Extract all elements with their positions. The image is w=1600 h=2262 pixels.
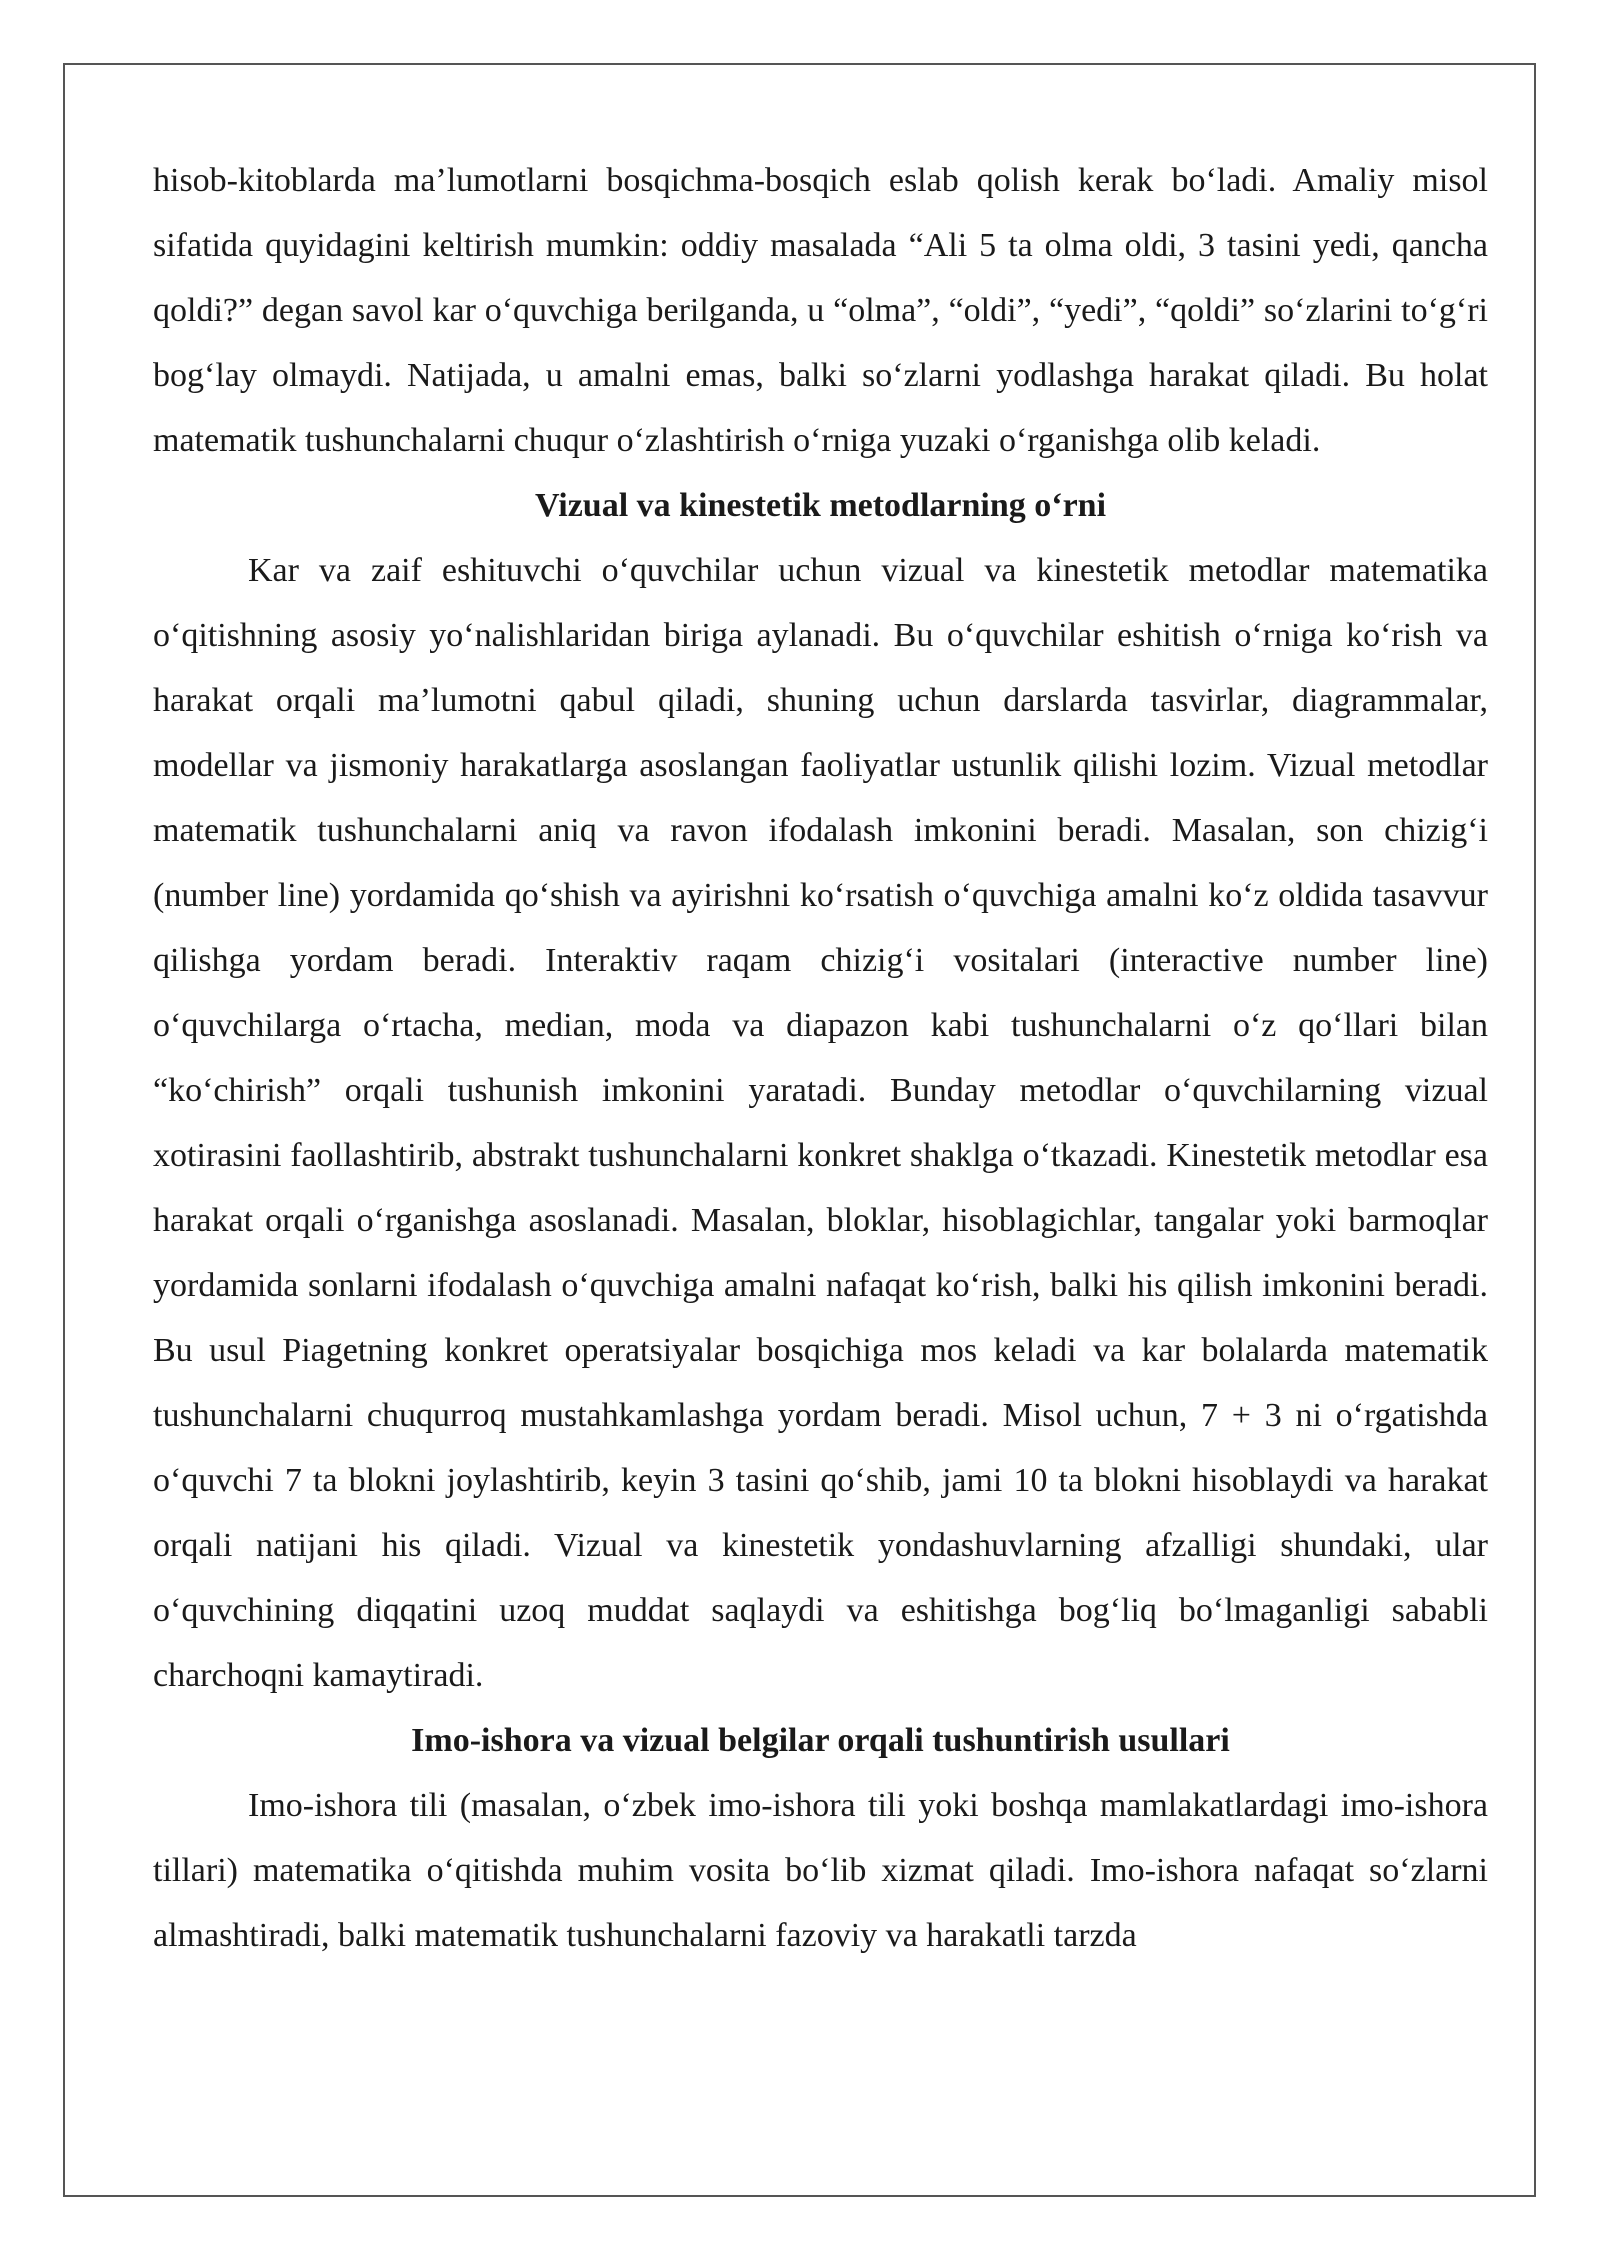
paragraph-continuation: hisob-kitoblarda ma’lumotlarni bosqichma-bosqich eslab qolish kerak bo‘ladi. Amaliy misol sifatida quyidagini keltirish mumkin: oddiy masalada “Ali 5 ta olma oldi, 3 tasini yedi, qancha qoldi?” degan savol kar o‘quvchiga berilganda, u “olma”, “oldi”, “yedi”, “qoldi” so‘zlarini to‘g‘ri bog‘lay olmaydi. Natijada, u amalni emas, balki so‘zlarni yodlashga harakat qiladi. Bu holat matematik tushunchalarni chuqur o‘zlashtirish o‘rniga yuzaki o‘rganishga olib keladi. <box>153 162 1488 459</box>
section-heading-sign-language: Imo-ishora va vizual belgilar orqali tushuntirish usullari <box>411 1722 1230 1759</box>
document-body <box>153 148 1488 1968</box>
paragraph-visual-kinesthetic: Kar va zaif eshituvchi o‘quvchilar uchun vizual va kinestetik metodlar matematika o‘qitishning asosiy yo‘nalishlaridan biriga aylanadi. Bu o‘quvchilar eshitish o‘rniga ko‘rish va harakat orqali ma’lumotni qabul qiladi, shuning uchun darslarda tasvirlar, diagrammalar, modellar va jismoniy harakatlarga asoslangan faoliyatlar ustunlik qilishi lozim. Vizual metodlar matematik tushunchalarni aniq va ravon ifodalash imkonini beradi. Masalan, son chizig‘i (number line) yordamida qo‘shish va ayirishni ko‘rsatish o‘quvchiga amalni ko‘z oldida tasavvur qilishga yordam beradi. Interaktiv raqam chizig‘i vositalari (interactive number line) o‘quvchilarga o‘rtacha, median, moda va diapazon kabi tushunchalarni o‘z qo‘llari bilan “ko‘chirish” orqali tushunish imkonini yaratadi. Bunday metodlar o‘quvchilarning vizual xotirasini faollashtirib, abstrakt tushunchalarni konkret shaklga o‘tkazadi. Kinestetik metodlar esa harakat orqali o‘rganishga asoslanadi. Masalan, bloklar, hisoblagichlar, tangalar yoki barmoqlar yordamida sonlarni ifodalash o‘quvchiga amalni nafaqat ko‘rish, balki his qilish imkonini beradi. Bu usul Piagetning konkret operatsiyalar bosqichiga mos keladi va kar bolalarda matematik tushunchalarni chuqurroq mustahkamlashga yordam beradi. Misol uchun, 7 + 3 ni o‘rgatishda o‘quvchi 7 ta blokni joylashtirib, keyin 3 tasini qo‘shib, jami 10 ta blokni hisoblaydi va harakat orqali natijani his qiladi. Vizual va kinestetik yondashuvlarning afzalligi shundaki, ular o‘quvchining diqqatini uzoq muddat saqlaydi va eshitishga bog‘liq bo‘lmaganligi sababli charchoqni kamaytiradi. <box>153 552 1488 1694</box>
paragraph-sign-language: Imo-ishora tili (masalan, o‘zbek imo-ishora tili yoki boshqa mamlakatlardagi imo-ishora tillari) matematika o‘qitishda muhim vosita bo‘lib xizmat qiladi. Imo-ishora nafaqat so‘zlarni almashtiradi, balki matematik tushunchalarni fazoviy va harakatli tarzda <box>153 1787 1488 1954</box>
section-heading-visual-kinesthetic: Vizual va kinestetik metodlarning o‘rni <box>534 487 1107 524</box>
